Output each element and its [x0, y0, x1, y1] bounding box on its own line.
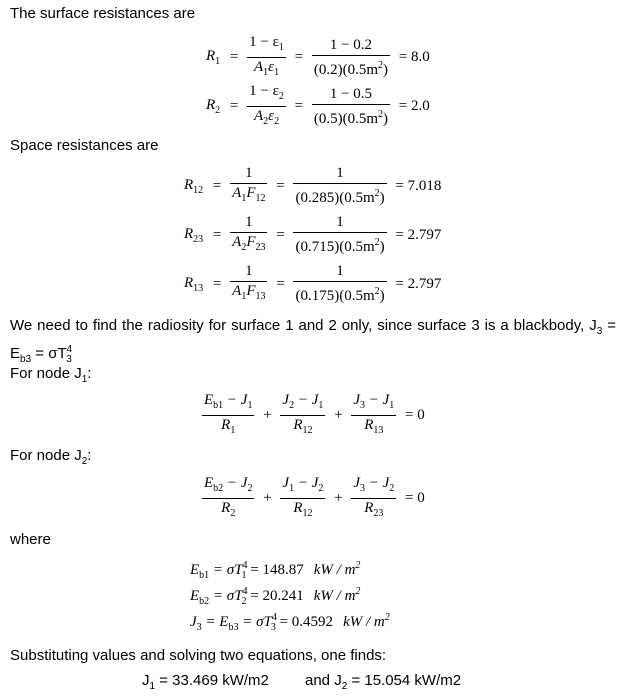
radiosity-statement: We need to find the radiosity for surface 1 and 2 only, since surface 3 is a blackbody, $J_3 = E_{b3} = \sigma T^4_3$ [10, 317, 616, 365]
eb1-line: $E_{b1} = \sigma T^4_1 = 148.87$ kW / $m^2$ [190, 560, 361, 581]
node-j1-label: For node $J_1$: [10, 365, 92, 385]
eb2-line: $E_{b2} = \sigma T^4_2 = 20.241$ kW / $m^2$ [190, 586, 361, 607]
equation-r23: $R_{23}$ = $\frac{1}{A_2F_{23}}$ = $\frac{1}{(0.715)(0.5m^2)}$ = 2.797 [184, 214, 442, 255]
node-j2-label: For node $J_2$: [10, 447, 92, 467]
conclusion-text: Substituting values and solving two equations, one finds: [10, 647, 387, 664]
node-j1-equation: $\frac{E_{b1} - J_1}{R_1}$ + $\frac{J_2 - J_1}{R_{12}}$ + $\frac{J_3 - J_1}{R_{13}}$ = 0 [204, 392, 425, 436]
equation-r2: $R_2$ = $\frac{1 - \varepsilon_2}{A_2\varepsilon_2}$ = $\frac{1 - 0.5}{(0.5)(0.5m^2)}$ = 2.0 [206, 83, 430, 127]
surface-resistance-heading: The surface resistances are [10, 5, 196, 22]
where-label: where [10, 531, 51, 548]
space-resistance-heading: Space resistances are [10, 137, 159, 154]
equation-r1: $R_1$ = $\frac{1 - \varepsilon_1}{A_1\varepsilon_1}$ = $\frac{1 - 0.2}{(0.2)(0.5m^2)}$ = 8.0 [206, 34, 430, 78]
equation-r13: $R_{13}$ = $\frac{1}{A_1F_{13}}$ = $\frac{1}{(0.175)(0.5m^2)}$ = 2.797 [184, 263, 442, 304]
j2-result: and $J_2 = 15.054$ kW/m2 [305, 672, 462, 692]
node-j2-equation: $\frac{E_{b2} - J_2}{R_2}$ + $\frac{J_1 - J_2}{R_{12}}$ + $\frac{J_3 - J_2}{R_{23}}$ = 0 [204, 475, 425, 519]
j3-line: $J_3 = E_{b3} = \sigma T^4_3 = 0.4592$ kW / $m^2$ [190, 612, 390, 633]
equation-r12: $R_{12}$ = $\frac{1}{A_1F_{12}}$ = $\frac{1}{(0.285)(0.5m^2)}$ = 7.018 [184, 165, 442, 206]
j1-result: $J_1 = 33.469$ kW/m2 [142, 672, 269, 692]
